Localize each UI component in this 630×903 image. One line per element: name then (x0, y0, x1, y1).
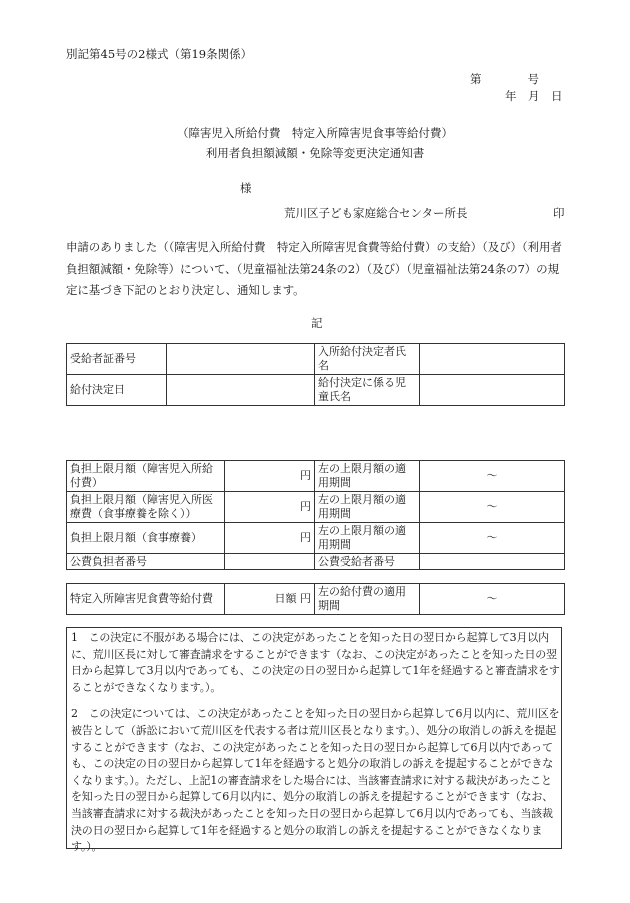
meal-benefit-table (66, 583, 565, 615)
limit-row3-period-label: 左の上限月額の適用期間 (315, 523, 420, 554)
seal-mark: 印 (553, 206, 565, 220)
limit-row1-period: ～ (420, 461, 565, 492)
addressee-suffix: 様 (240, 181, 252, 195)
public-payer-value (225, 554, 315, 570)
title-line-1: （障害児入所給付費 特定入所障害児食事等給付費） (177, 126, 453, 140)
meal-benefit-period-label: 左の給付費の適用期間 (315, 584, 420, 615)
public-payer-label: 公費負担者番号 (67, 554, 225, 570)
limit-row1-amount: 円 (225, 461, 315, 492)
appeal-note-2: 2 この決定については、この決定があったことを知った日の翌日から起算して6月以内に、荒川区を被告として（訴訟において荒川区を代表する者は荒川区長となります。）、処分の取消しの訴えを提起することができます（なお、この決定があったことを知った日の翌日から起算して6月以内であっても、この決定の日の翌日から起算して1年を経過すると処分の取消しの訴えを提起することができなくなります。）。ただし、上記1の審査請求をした場合には、当該審査請求に対する裁決があったことを知った日の翌日から起算して6月以内に、処分の取消しの訴えを提起することができます（なお、当該審査請求に対する裁決があったことを知った日の翌日から起算して6月以内であっても、当該裁決の日の翌日から起算して1年を経過すると処分の取消しの訴えを提起することができなくなります。）。 (71, 707, 560, 854)
ki-heading: 記 (311, 316, 323, 330)
child-name-label: 給付決定に係る児童氏名 (315, 375, 420, 406)
limit-row2-label: 負担上限月額（障害児入所医療費（食事療養を除く）） (67, 492, 225, 523)
document-date: 年 月 日 (505, 89, 563, 103)
meal-benefit-amount: 日額 円 (225, 584, 315, 615)
document-number: 第 号 (470, 72, 539, 86)
decision-date-value (167, 375, 315, 406)
recipient-no-value (167, 344, 315, 375)
limit-row2-period: ～ (420, 492, 565, 523)
title-line-2: 利用者負担額減額・免除等変更決定通知書 (205, 146, 425, 160)
limit-row3-period: ～ (420, 523, 565, 554)
form-id: 別記第45号の2様式（第19条関係） (66, 47, 253, 61)
limit-row2-amount: 円 (225, 492, 315, 523)
recipient-info-table (66, 343, 565, 406)
child-name-value (420, 375, 565, 406)
body-text: 申請のありました（（障害児入所給付費 特定入所障害児食費等給付費）の支給）（及び）（利用者負担額減額・免除等）について、（児童福祉法第24条の2）（及び）（児童福祉法第24条の7）の規定に基づき下記のとおり決定し、通知します。 (66, 240, 562, 297)
public-recipient-value (420, 554, 565, 570)
public-recipient-label: 公費受給者番号 (315, 554, 420, 570)
limit-row3-amount: 円 (225, 523, 315, 554)
issuer: 荒川区子ども家庭総合センター所長 (284, 206, 468, 220)
limit-row2-period-label: 左の上限月額の適用期間 (315, 492, 420, 523)
decision-person-value (420, 344, 565, 375)
limit-row3-label: 負担上限月額（食事療養） (67, 523, 225, 554)
decision-date-label: 給付決定日 (67, 375, 167, 406)
recipient-no-label: 受給者証番号 (67, 344, 167, 375)
appeal-note-1: 1 この決定に不服がある場合には、この決定があったことを知った日の翌日から起算して3月以内に、荒川区長に対して審査請求をすることができます（なお、この決定があったことを知った日の翌日から起算して3月以内であっても、この決定の日の翌日から起算して1年を経過すると審査請求をすることができなくなります。）。 (71, 631, 560, 694)
burden-limit-table (66, 460, 565, 570)
limit-row1-period-label: 左の上限月額の適用期間 (315, 461, 420, 492)
decision-person-label: 入所給付決定者氏名 (315, 344, 420, 375)
limit-row1-label: 負担上限月額（障害児入所給付費） (67, 461, 225, 492)
meal-benefit-period: ～ (420, 584, 565, 615)
appeal-notes-box (66, 627, 562, 854)
meal-benefit-label: 特定入所障害児食費等給付費 (67, 584, 225, 615)
